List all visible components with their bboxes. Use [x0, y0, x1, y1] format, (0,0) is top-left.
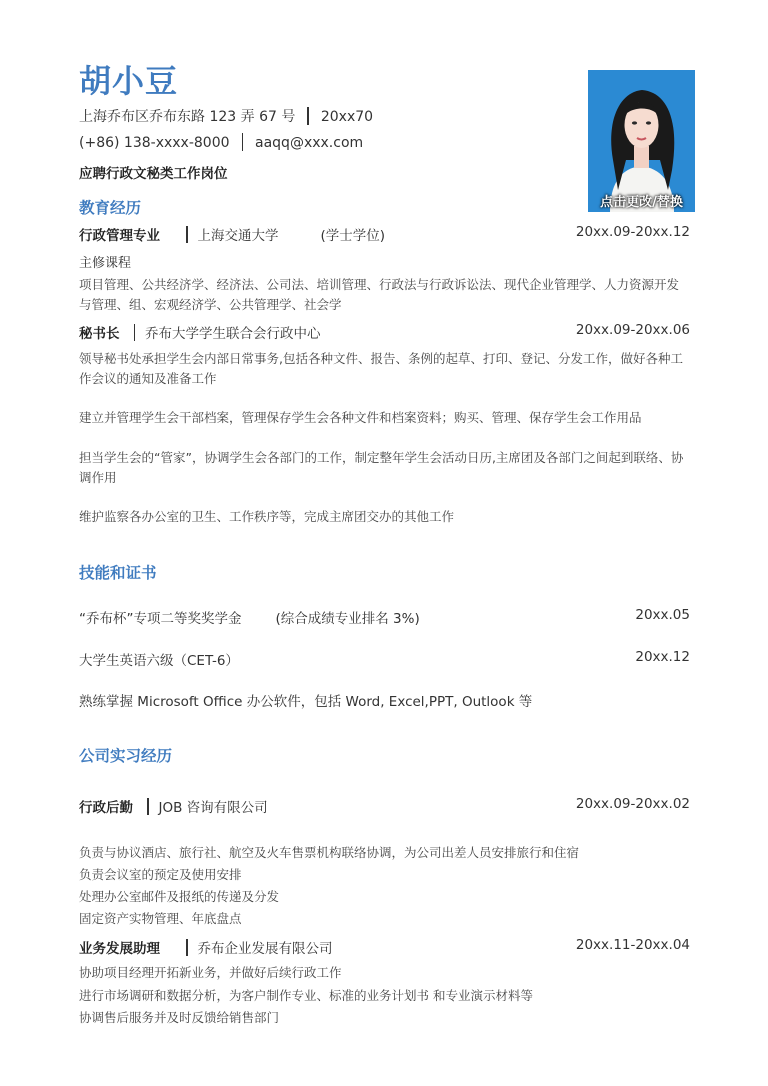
- birth: 20xx70: [320, 109, 374, 125]
- duty-item: 领导秘书处承担学生会内部日常事务,包括各种文件、报告、条例的起草、打印、登记、分发工作，做好各种工作会议的通知及准备工作: [79, 351, 683, 386]
- skill-row: [79, 690, 690, 710]
- skill-text: 熟练掌握 Microsoft Office 办公软件，包括 Word, Excel,PPT, Outlook 等: [79, 694, 533, 710]
- contact-line: [79, 133, 363, 151]
- candidate-name: 胡小豆: [79, 62, 179, 100]
- divider: [242, 133, 244, 151]
- address-line: [79, 106, 373, 126]
- duty-item: 担当学生会的“管家”，协调学生会各部门的工作，制定整年学生会活动日历,主席团及各部门之间起到联络、协调作用: [79, 450, 684, 485]
- role-date: 20xx.09-20xx.06: [575, 322, 690, 338]
- education-row: [79, 224, 690, 244]
- divider: [134, 324, 136, 341]
- section-title-skills: 技能和证书: [79, 564, 157, 582]
- job-row: [79, 796, 690, 816]
- courses-label: 主修课程: [79, 256, 132, 271]
- divider: [186, 226, 188, 243]
- job-role: 业务发展助理: [79, 941, 160, 957]
- job-duty: 固定资产实物管理、年底盘点: [79, 911, 242, 926]
- education-date: 20xx.09-20xx.12: [575, 224, 690, 240]
- email: aaqq@xxx.com: [255, 135, 364, 151]
- job-date: 20xx.11-20xx.04: [575, 937, 690, 953]
- job-role: 行政后勤: [79, 800, 133, 816]
- job-date: 20xx.09-20xx.02: [575, 796, 690, 812]
- photo-change-hint[interactable]: 点击更改/替换: [600, 195, 683, 210]
- skill-row: [79, 649, 690, 669]
- skill-row: [79, 607, 690, 627]
- job-company: 乔布企业发展有限公司: [197, 941, 333, 957]
- job-target: 应聘行政文秘类工作岗位: [79, 166, 228, 182]
- skill-date: 20xx.12: [635, 649, 690, 665]
- job-duty: 协调售后服务并及时反馈给销售部门: [79, 1010, 280, 1025]
- section-title-internship: 公司实习经历: [79, 747, 173, 765]
- skill-text: 大学生英语六级（CET-6）: [79, 653, 239, 669]
- job-row: [79, 937, 690, 957]
- job-duty: 协助项目经理开拓新业务，并做好后续行政工作: [79, 965, 342, 980]
- divider: [307, 107, 309, 125]
- divider: [147, 798, 149, 815]
- phone: (+86) 138-xxxx-8000: [79, 135, 230, 151]
- duty-item: 建立并管理学生会干部档案，管理保存学生会各种文件和档案资料；购买、管理、保存学生会工作用品: [79, 410, 642, 425]
- address: 上海乔布区乔布东路 123 弄 67 号: [79, 109, 296, 125]
- section-title-education: 教育经历: [79, 199, 142, 217]
- skill-note: (综合成绩专业排名 3%): [275, 611, 420, 627]
- job-duty: 负责与协议酒店、旅行社、航空及火车售票机构联络协调，为公司出差人员安排旅行和住宿: [79, 845, 580, 860]
- profile-photo[interactable]: [588, 70, 695, 212]
- skill-date: 20xx.05: [635, 607, 690, 623]
- education-degree: (学士学位): [320, 228, 386, 244]
- courses-text: 项目管理、公共经济学、经济法、公司法、培训管理、行政法与行政诉讼法、现代企业管理学、人力资源开发与管理、组、宏观经济学、公共管理学、社会学: [79, 277, 680, 312]
- role-title: 秘书长: [79, 326, 120, 342]
- job-duty: 负责会议室的预定及使用安排: [79, 867, 242, 882]
- job-duty: 处理办公室邮件及报纸的传递及分发: [79, 889, 280, 904]
- education-school: 上海交通大学: [197, 228, 279, 244]
- education-major: 行政管理专业: [79, 228, 160, 244]
- job-duty: 进行市场调研和数据分析，为客户制作专业、标准的业务计划书 和专业演示材料等: [79, 988, 533, 1003]
- duty-item: 维护监察各办公室的卫生、工作秩序等，完成主席团交办的其他工作: [79, 509, 455, 524]
- job-company: JOB 咨询有限公司: [158, 800, 268, 816]
- role-org: 乔布大学学生联合会行政中心: [145, 326, 321, 342]
- divider: [186, 939, 188, 956]
- role-row: [79, 322, 690, 342]
- skill-text: “乔布杯”专项二等奖奖学金: [79, 611, 242, 627]
